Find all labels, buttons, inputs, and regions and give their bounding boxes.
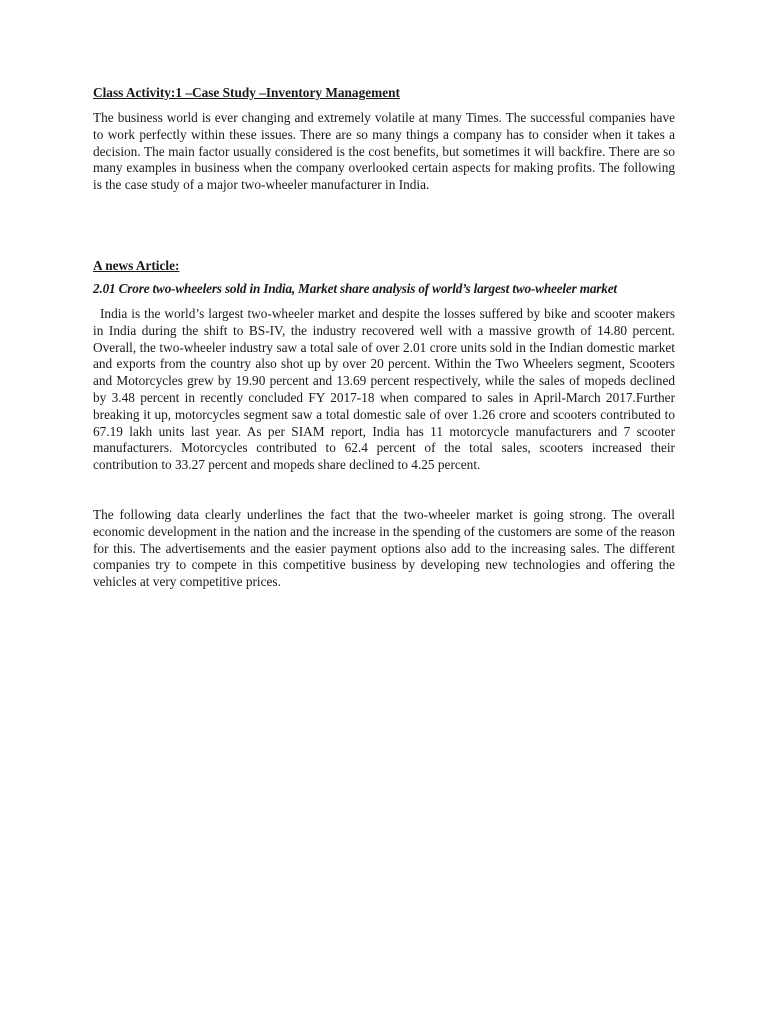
document-page: [93, 84, 675, 591]
intro-paragraph: The business world is ever changing and extremely volatile at many Times. The successful companies have to work perfectly within these issues. There are so many things a company has to consider when it takes a decision. The main factor usually considered is the cost benefits, but sometimes it will backfire. There are so many examples in business when the company overlooked certain aspects for making profits. The following is the case study of a major two-wheeler manufacturer in India.: [93, 110, 675, 193]
article-headline: 2.01 Crore two-wheelers sold in India, Market share analysis of world’s largest two-wheeler market: [93, 280, 617, 296]
article-paragraph: India is the world’s largest two-wheeler market and despite the losses suffered by bike and scooter makers in India during the shift to BS-IV, the industry recovered well with a massive growth of 14.80 percent. Overall, the two-wheeler industry saw a total sale of over 2.01 crore units sold in the Indian domestic market and exports from the country also shot up by over 20 percent. Within the Two Wheelers segment, Scooters and Motorcycles grew by 19.90 percent and 13.69 percent respectively, while the sales of mopeds declined by 3.48 percent in recently concluded FY 2017-18 when compared to sales in April-March 2017.Further breaking it up, motorcycles segment saw a total domestic sale of over 1.26 crore and scooters contributed to 67.19 lakh units last year. As per SIAM report, India has 11 motorcycle manufacturers and 7 scooter manufacturers. Motorcycles contributed to 62.4 percent of the total sales, scooters increased their contribution to 33.27 percent and mopeds share declined to 4.25 percent.: [93, 305, 675, 473]
document-title: Class Activity:1 –Case Study –Inventory Management: [93, 85, 400, 100]
news-article-heading: A news Article:: [93, 257, 180, 273]
closing-paragraph: The following data clearly underlines the fact that the two-wheeler market is going strong. The overall economic development in the nation and the increase in the spending of the customers are some of the reason for this. The advertisements and the easier payment options also add to the increasing sales. The different companies try to compete in this competitive business by developing new technologies and offering the vehicles at very competitive prices.: [93, 506, 675, 590]
